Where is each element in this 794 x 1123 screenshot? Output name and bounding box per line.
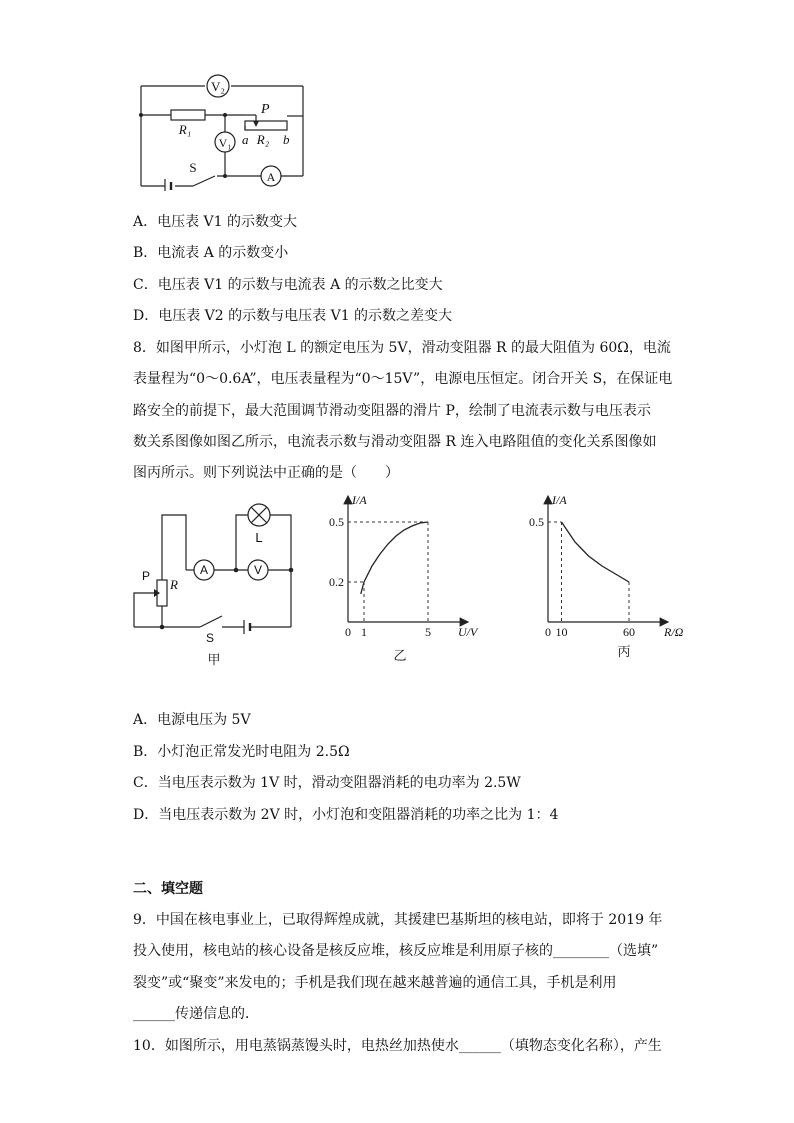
x-axis-label: R/Ω (664, 625, 684, 639)
slider-p-arrow (253, 121, 259, 127)
y-axis-label: I/A (352, 493, 367, 507)
x-tick-label: 5 (425, 625, 431, 639)
q7-option-c: C．电压表 V1 的示数与电流表 A 的示数之比变大 (133, 277, 443, 293)
q8-stem-line: 路安全的前提下，最大范围调节滑动变阻器的滑片 P，绘制了电流表示数与电压表示 (133, 403, 651, 419)
q7-circuit-svg (133, 66, 313, 191)
r1-resistor (171, 110, 205, 120)
q8-option-a: A．电源电压为 5V (133, 712, 251, 728)
junction (223, 113, 227, 117)
junction (223, 174, 227, 178)
wire (270, 515, 291, 570)
label-r: R (170, 577, 178, 592)
label-ammeter: A (266, 170, 276, 184)
graph-yi-svg (318, 490, 498, 670)
q9-line: ______传递信息的． (133, 1006, 259, 1022)
q8-circuit-diagram (126, 500, 306, 670)
label-r2: R₂ (256, 132, 270, 147)
y-tick-label: 0.2 (329, 575, 344, 589)
q8-option-c: C．当电压表示数为 1V 时，滑动变阻器消耗的电功率为 2.5W (133, 775, 521, 791)
caption-bing: 丙 (617, 644, 631, 659)
q8-stem-line: 数关系图像如图乙所示，电流表示数与滑动变阻器 R 连入电路阻值的变化关系图像如 (133, 434, 657, 450)
r2-rheostat (245, 121, 287, 130)
q8-stem-line: 图丙所示。则下列说法中正确的是（ ） (133, 465, 399, 481)
y-tick-label: 0.5 (329, 515, 344, 529)
section-heading: 二、填空题 (133, 881, 203, 897)
label-v1: V₁ (218, 136, 232, 150)
data-curve (361, 522, 428, 594)
label-voltmeter: V (253, 563, 263, 577)
x-tick-label: 1 (361, 625, 367, 639)
switch-s (193, 176, 215, 186)
graph-bing-svg (518, 490, 698, 670)
label-p: P (142, 569, 151, 583)
junction (139, 113, 143, 117)
x-tick-label: 10 (555, 625, 568, 639)
graph-yi (318, 490, 498, 670)
label-p: P (261, 102, 270, 117)
label-s: S (205, 631, 215, 645)
y-axis-label: I/A (552, 493, 567, 507)
x-tick-label: 60 (623, 625, 635, 639)
label-a: a (242, 132, 249, 147)
data-curve (562, 522, 630, 582)
label-r1: R₁ (178, 122, 192, 137)
q8-circuit-svg (126, 500, 306, 670)
origin-label: 0 (545, 625, 551, 639)
y-tick-label: 0.5 (529, 515, 544, 529)
q8-option-b: B．小灯泡正常发光时电阻为 2.5Ω (133, 744, 350, 760)
q7-option-d: D．电压表 V2 的示数与电压表 V1 的示数之差变大 (133, 308, 453, 324)
label-ammeter: A (199, 563, 209, 577)
junction (289, 568, 294, 573)
label-lamp: L (255, 530, 263, 545)
q8-stem-line: 表量程为“0～0.6A”，电压表量程为“0～15V”，电源电压恒定。闭合开关 S，在保证电 (133, 371, 673, 387)
origin-label: 0 (345, 625, 351, 639)
label-s: S (189, 160, 197, 175)
caption-jia: 甲 (207, 652, 221, 667)
caption-yi: 乙 (393, 648, 407, 663)
switch-s (200, 616, 222, 627)
q8-option-d: D．当电压表示数为 2V 时，小灯泡和变阻器消耗的功率之比为 1：4 (133, 807, 559, 823)
x-axis-label: U/V (458, 625, 478, 639)
q7-circuit-diagram (133, 66, 313, 191)
wire (236, 515, 248, 570)
junction (234, 568, 239, 573)
q9-line: 投入使用，核电站的核心设备是核反应堆，核反应堆是利用原子核的________（选填” (133, 943, 659, 959)
q9-line: 裂变”或“聚变”来发电的；手机是我们现在越来越普遍的通信工具，手机是利用 (133, 975, 617, 991)
label-b: b (283, 132, 290, 147)
q10-line: 10．如图所示，用电蒸锅蒸馒头时，电热丝加热使水______（填物态变化名称），产生 (133, 1038, 662, 1054)
wire (134, 593, 154, 627)
wire (162, 515, 186, 570)
junction (160, 625, 165, 630)
q9-line: 9．中国在核电事业上，已取得辉煌成就，其援建巴基斯坦的核电站，即将于 2019 年 (133, 912, 663, 928)
graph-bing (518, 490, 698, 670)
q7-option-b: B．电流表 A 的示数变小 (133, 245, 289, 261)
label-v2: V₂ (211, 79, 225, 94)
q8-stem-line: 8．如图甲所示，小灯泡 L 的额定电压为 5V，滑动变阻器 R 的最大阻值为 60Ω，电流 (133, 340, 671, 356)
q7-option-a: A．电压表 V1 的示数变大 (133, 214, 298, 230)
